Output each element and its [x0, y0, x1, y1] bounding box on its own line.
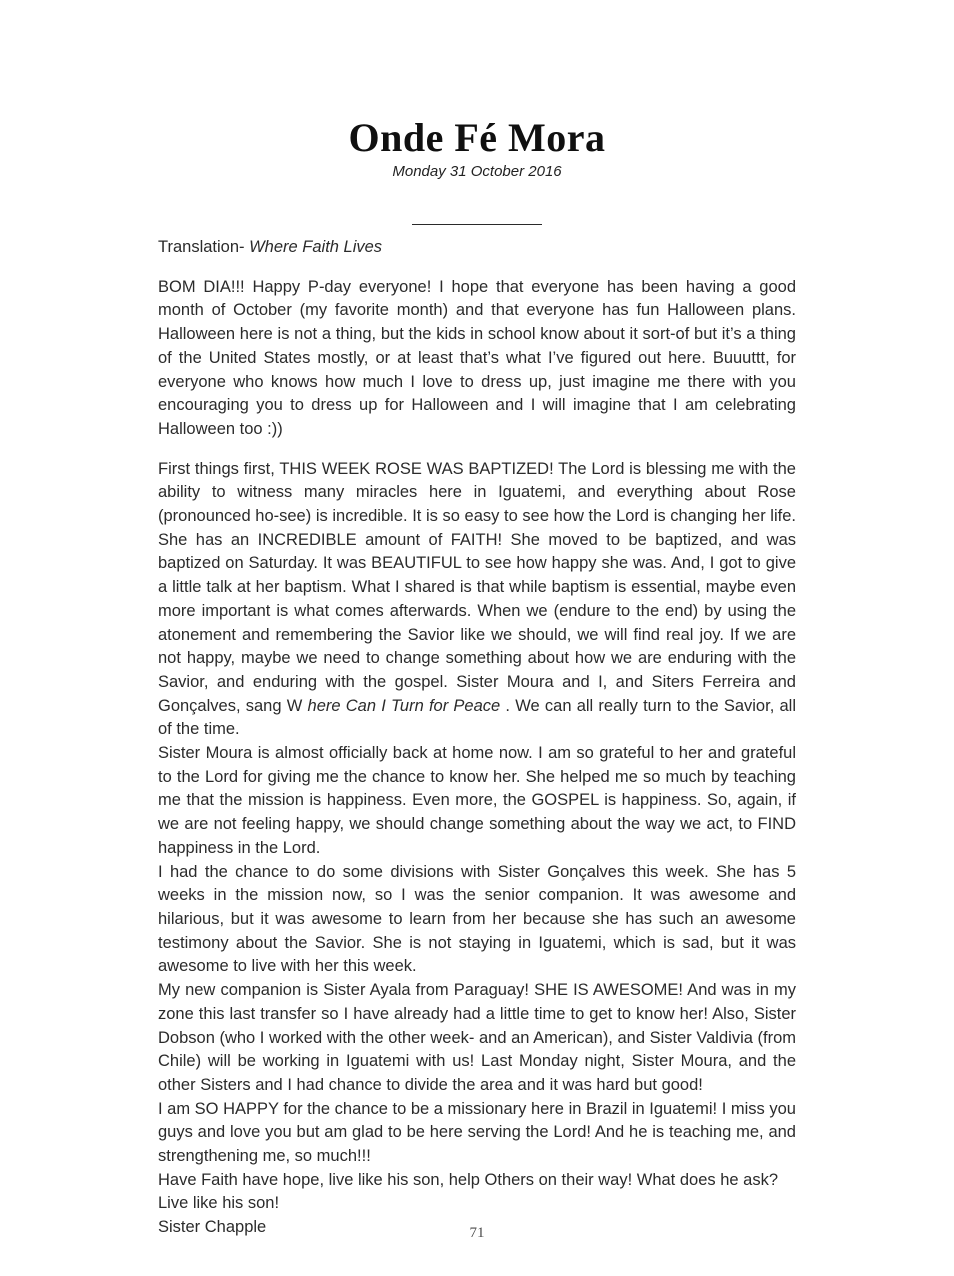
- date-line: Monday 31 October 2016: [392, 163, 562, 180]
- paragraph-segment: Have Faith have hope, live like his son, help Others on their way! What does he ask?: [158, 1170, 778, 1189]
- translation-label: Translation-: [158, 238, 250, 256]
- paragraph-segment: Live like his son!: [158, 1194, 280, 1213]
- paragraph-segment: My new companion is Sister Ayala from Paraguay! SHE IS AWESOME! And was in my zone this last transfer so I have already had a little time to get to know her! Also, Sister Dobson (who I worked with the other week- and an American), and Sister Valdivia (from Chile) will be working in Iguatemi with us! Last Monday night, Sister Moura, and the other Sisters and I had chance to divide the area and it was hard but good!: [158, 981, 796, 1094]
- paragraph-segment: First things first, THIS WEEK ROSE WAS BAPTIZED! The Lord is blessing me with the ability to witness many miracles here in Iguatemi, and everything about Rose (pronounced ho-see) is incredible. It is so easy to see how the Lord is changing her life. She has an INCREDIBLE amount of FAITH! She moved to be baptized, and was baptized on Saturday. It was BEAUTIFUL to see how happy she was. And, I got to give a little talk at her baptism. What I shared is that while baptism is essential, maybe even more important is what comes afterwards. When we (endure to the end) by using the atonement and remembering the Savior like we should, we will find real joy. If we are not happy, maybe we need to change something about how we are enduring with the Savior, and enduring with the gospel. Sister Moura and I, and Siters Ferreira and Gonçalves, sang W: [158, 459, 796, 715]
- paragraph: [158, 979, 796, 1098]
- paragraph-segment: BOM DIA!!! Happy P-day everyone! I hope that everyone has been having a good month of October (my favorite month) and that everyone has fun Halloween plans. Halloween here is not a thing, but the kids in school know about it sort-of but it’s a thing of the United States mostly, or at least that’s what I’ve figured out here. Buuuttt, for everyone who knows how much I love to dress up, just imagine me there with you encouraging you to dress up for Halloween and I will imagine that I am celebrating Halloween too :)): [158, 277, 796, 438]
- page-title: Onde Fé Mora: [348, 115, 606, 160]
- paragraph-segment: . We can all really turn to the Savior, all of the time.: [158, 696, 796, 739]
- paragraph-segment: Sister Moura is almost officially back at home now. I am so grateful to her and grateful to the Lord for giving me the chance to know her. She helped me so much by teaching me that the mission is happiness. Even more, the GOSPEL is happiness. So, again, if we are not feeling happy, we should change something about the way we act, to FIND happiness in the Lord.: [158, 744, 796, 857]
- paragraph: [158, 1169, 796, 1193]
- paragraph: [158, 458, 796, 742]
- translation-line: [158, 236, 796, 260]
- paragraph-segment: I had the chance to do some divisions with Sister Gonçalves this week. She has 5 weeks in the mission now, so I was the senior companion. It was awesome and hilarious, but it was awesome to learn from her because she has such an awesome testimony about the Savior. She is not staying in Iguatemi, which is sad, but it was awesome to live with her this week.: [158, 862, 796, 976]
- page-number: 71: [469, 1225, 485, 1241]
- paragraph: [158, 1098, 796, 1169]
- paragraph: [158, 1192, 796, 1216]
- paragraph: [158, 742, 796, 861]
- letter-body: [158, 276, 796, 1240]
- paragraph-segment: Sister Chapple: [158, 1218, 267, 1237]
- paragraph-italic-segment: here Can I Turn for Peace: [307, 696, 501, 715]
- paragraph: [158, 276, 796, 442]
- divider-line: [412, 224, 542, 225]
- translation-title: Where Faith Lives: [249, 238, 383, 256]
- paragraph: [158, 861, 796, 980]
- paragraph-segment: I am SO HAPPY for the chance to be a missionary here in Brazil in Iguatemi! I miss you guys and love you but am glad to be here serving the Lord! And he is teaching me, and strengthening me, so much!!!: [158, 1099, 796, 1166]
